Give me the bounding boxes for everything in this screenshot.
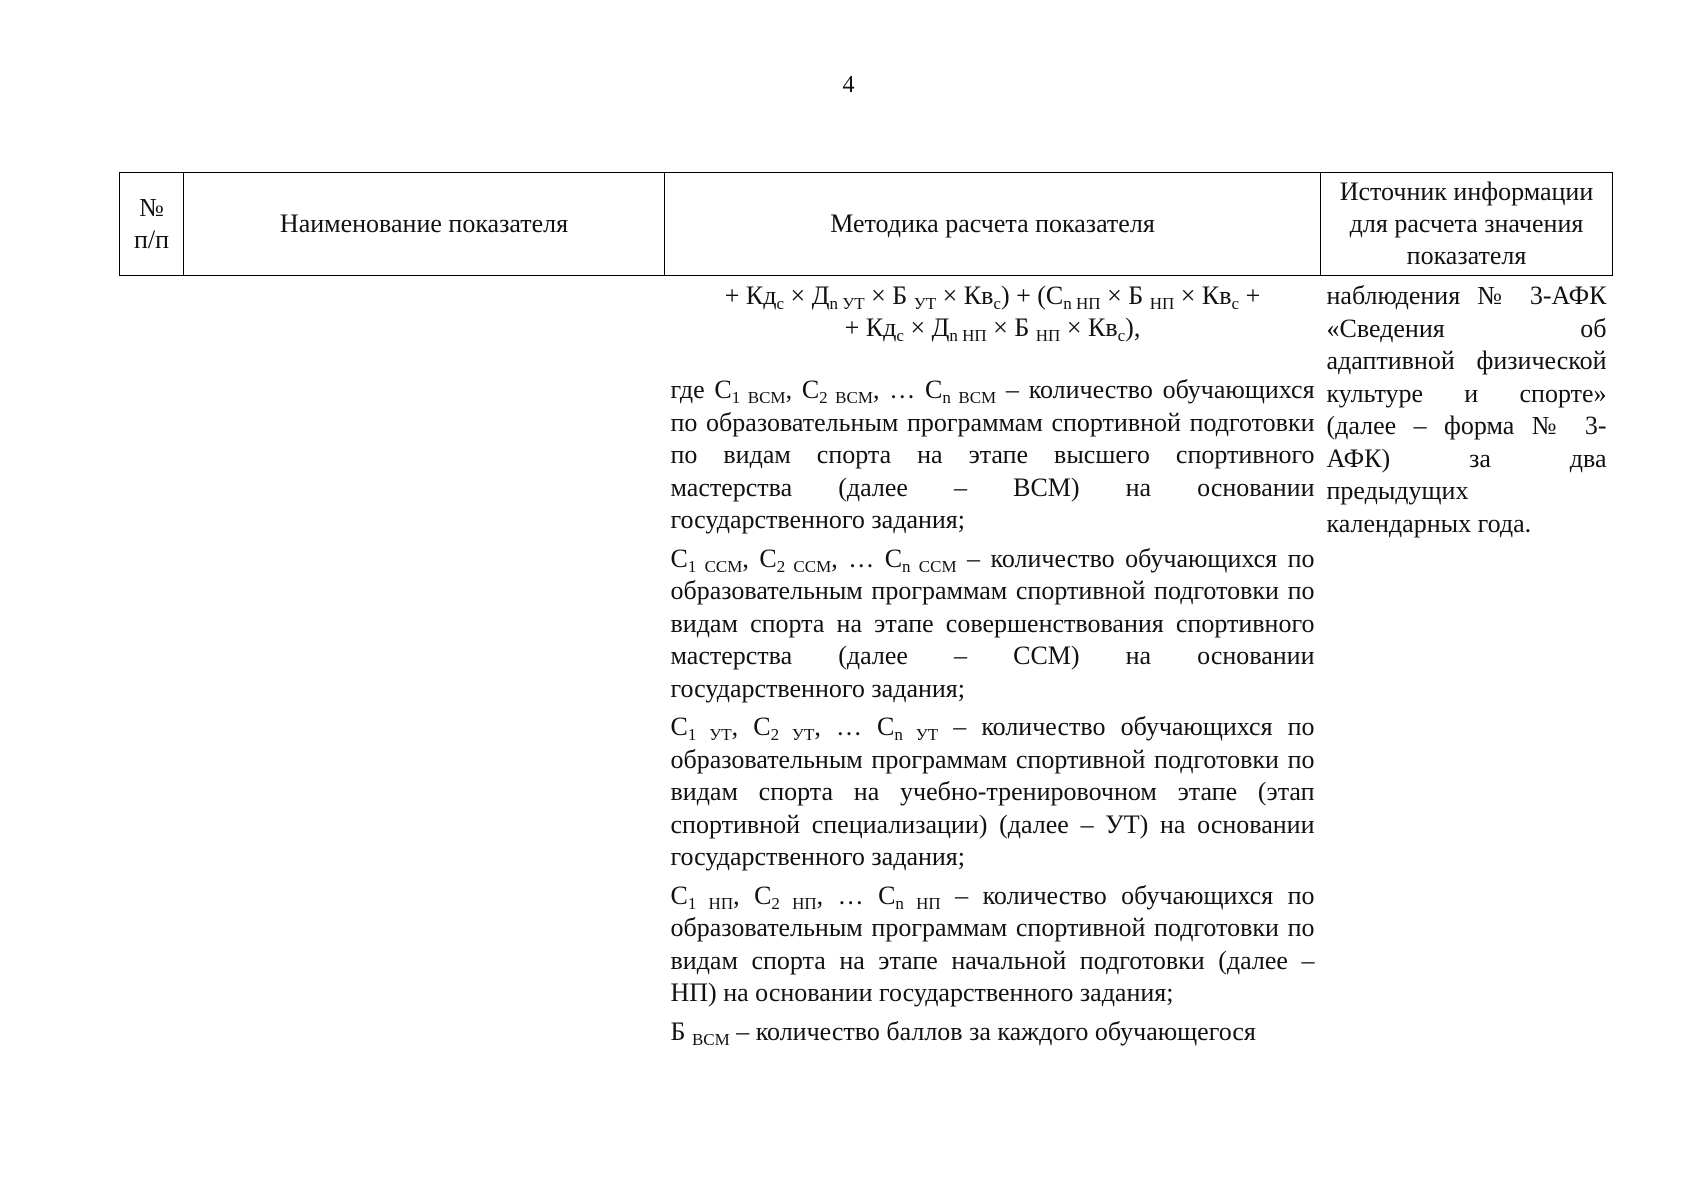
definition-b-vsm: Б $_{ВСМ}$ – количество баллов за каждого обучающегося — [670, 1016, 1256, 1049]
header-number: № п/п — [120, 173, 184, 276]
formula-line-1: + $Кд_с \times Д_{n УТ} \times Б$ $_{УТ} \times Кв_с) + (С_{n НП} \times Б$ $_{НП} \times Кв_с$ + — [724, 281, 1261, 313]
header-information-source: Источник информации для расчета значения показателя — [1321, 173, 1613, 276]
indicator-table — [119, 172, 1613, 1048]
formula — [671, 280, 1315, 344]
method-definitions — [671, 374, 1315, 1048]
definition-vsm: где $С_{1 ВСМ}$, $С_{2 ВСМ}$, … $С_{n ВСМ}$ – количество обучающихся по образовательным программам спортивной подготовки по видам спорта на этапе высшего спортивного мастерства (далее – ВСМ) на основании государственного задания; — [670, 375, 1315, 534]
table-row — [120, 276, 1613, 1049]
cell-number — [120, 276, 184, 1049]
source-text: наблюдения № 3-АФК «Сведения об адаптивной физической культуре и спорте» (далее – форма № 3-АФК) за два предыдущих календарных года. — [1326, 281, 1607, 538]
definition-np: $С_{1 НП}$, $С_{2 НП}$, … $С_{n НП}$ – количество обучающихся по образовательным программам спортивной подготовки по видам спорта на этапе начальной подготовки (далее – НП) на основании государственного задания; — [670, 880, 1315, 1007]
page-number: 4 — [842, 72, 855, 98]
definition-ssm: $С_{1 ССМ}$, $С_{2 ССМ}$, … $С_{n ССМ}$ – количество обучающихся по образовательным программам спортивной подготовки по видам спорта на этапе совершенствования спортивного мастерства (далее – ССМ) на основании государственного задания; — [670, 543, 1315, 703]
cell-information-source — [1321, 276, 1613, 1049]
formula-line-2: + $Кд_с \times Д_{n НП} \times Б$ $_{НП} \times Кв_с$), — [844, 313, 1141, 345]
cell-calculation-method — [665, 276, 1321, 1049]
definition-ut: $С_{1 УТ}$, $С_{2 УТ}$, … $С_{n УТ}$ – количество обучающихся по образовательным программам спортивной подготовки по видам спорта на учебно-тренировочном этапе (этап спортивной специализации) (далее – УТ) на основании государственного задания; — [670, 712, 1315, 871]
cell-indicator-name — [184, 276, 665, 1049]
table-header-row — [120, 173, 1613, 276]
header-indicator-name: Наименование показателя — [184, 173, 665, 276]
header-calculation-method: Методика расчета показателя — [665, 173, 1321, 276]
